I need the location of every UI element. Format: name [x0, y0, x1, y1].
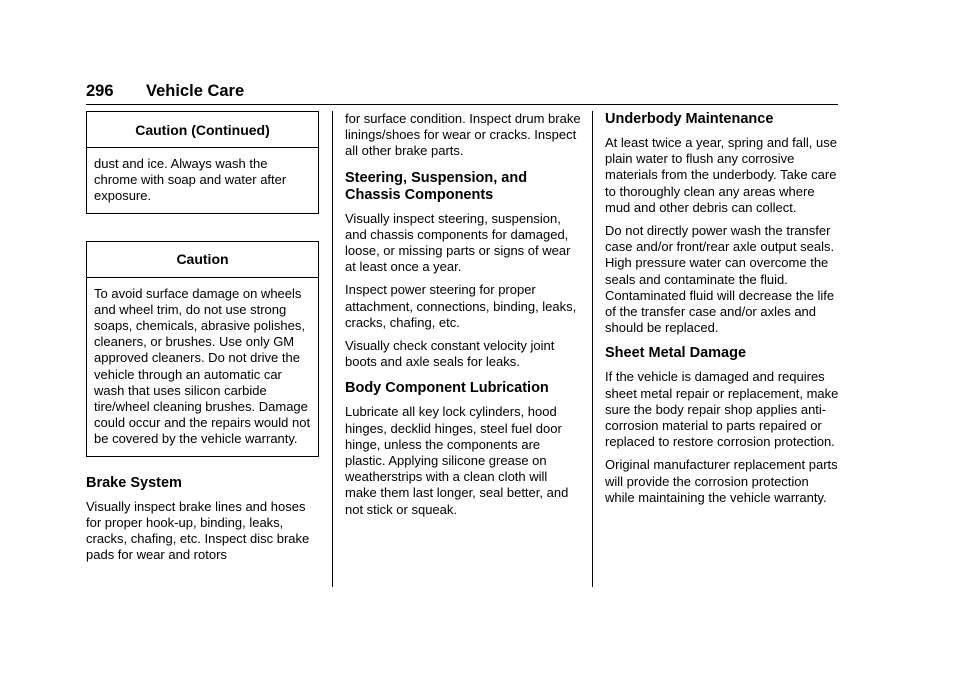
underbody-heading: Underbody Maintenance	[605, 111, 774, 127]
steering-heading: Steering, Suspension, and Chassis Components	[345, 169, 528, 203]
brake-system-text-continued: for surface condition. Inspect drum brake linings/shoes for wear or cracks. Inspect all other brake parts.	[345, 111, 581, 159]
steering-paragraph: Visually inspect steering, suspension, and chassis components for damaged, loose, or missing parts or signs of wear at least once a year.	[345, 210, 571, 275]
column-2	[345, 111, 581, 525]
caution-heading: Caution	[87, 242, 318, 278]
steering-paragraph: Inspect power steering for proper attachment, connections, binding, leaks, cracks, chafing, etc.	[345, 282, 577, 330]
lubrication-heading: Body Component Lubrication	[345, 380, 549, 397]
column-3	[605, 111, 841, 513]
underbody-paragraph: Do not directly power wash the transfer case and/or front/rear axle output seals. High pressure water can overcome the seals and contaminate the fluid. Contaminated fluid will decrease the life of the transfer case and/or axles and should be replaced.	[605, 223, 835, 336]
column-divider	[332, 111, 333, 587]
column-divider	[592, 111, 593, 587]
steering-paragraph: Visually check constant velocity joint boots and axle seals for leaks.	[345, 338, 555, 370]
page-number: 296	[86, 82, 114, 100]
sheet-metal-heading: Sheet Metal Damage	[605, 345, 747, 362]
underbody-paragraph: At least twice a year, spring and fall, use plain water to flush any corrosive materials from the underbody. Take care to thoroughly clean any areas where mud and other debris can collect.	[605, 135, 837, 215]
sheet-metal-paragraph: If the vehicle is damaged and requires sheet metal repair or replacement, make sure the body repair shop applies anti-corrosion material to parts repaired or replaced to restore corrosion protection.	[605, 369, 839, 450]
section-title: Vehicle Care	[146, 82, 245, 100]
brake-system-text: Visually inspect brake lines and hoses for proper hook-up, binding, leaks, cracks, chafing, etc. Inspect disc brake pads for wear and rotors	[86, 498, 310, 563]
caution-continued-text: dust and ice. Always wash the chrome with soap and water after exposure.	[94, 156, 287, 204]
caution-box	[86, 241, 319, 457]
caution-continued-box	[86, 111, 319, 214]
caution-continued-heading: Caution (Continued)	[87, 112, 318, 148]
lubrication-text: Lubricate all key lock cylinders, hood hinges, decklid hinges, steel fuel door hinge, unless the components are plastic. Applying silicone grease on weatherstrips with a clean cloth will make them last longer, seal better, and not stick or squeak.	[345, 404, 569, 517]
column-1	[86, 111, 320, 570]
brake-system-heading: Brake System	[86, 474, 182, 491]
page-header	[86, 82, 838, 105]
caution-text: To avoid surface damage on wheels and wheel trim, do not use strong soaps, chemicals, abrasive polishes, cleaners, or brushes. Use only GM approved cleaners. Do not drive the vehicle through an automatic car wash that uses silicon carbide tire/wheel cleaning brushes. Damage could occur and the repairs would not be covered by the vehicle warranty.	[94, 285, 311, 447]
sheet-metal-paragraph: Original manufacturer replacement parts will provide the corrosion protection while maintaining the vehicle warranty.	[605, 457, 838, 505]
